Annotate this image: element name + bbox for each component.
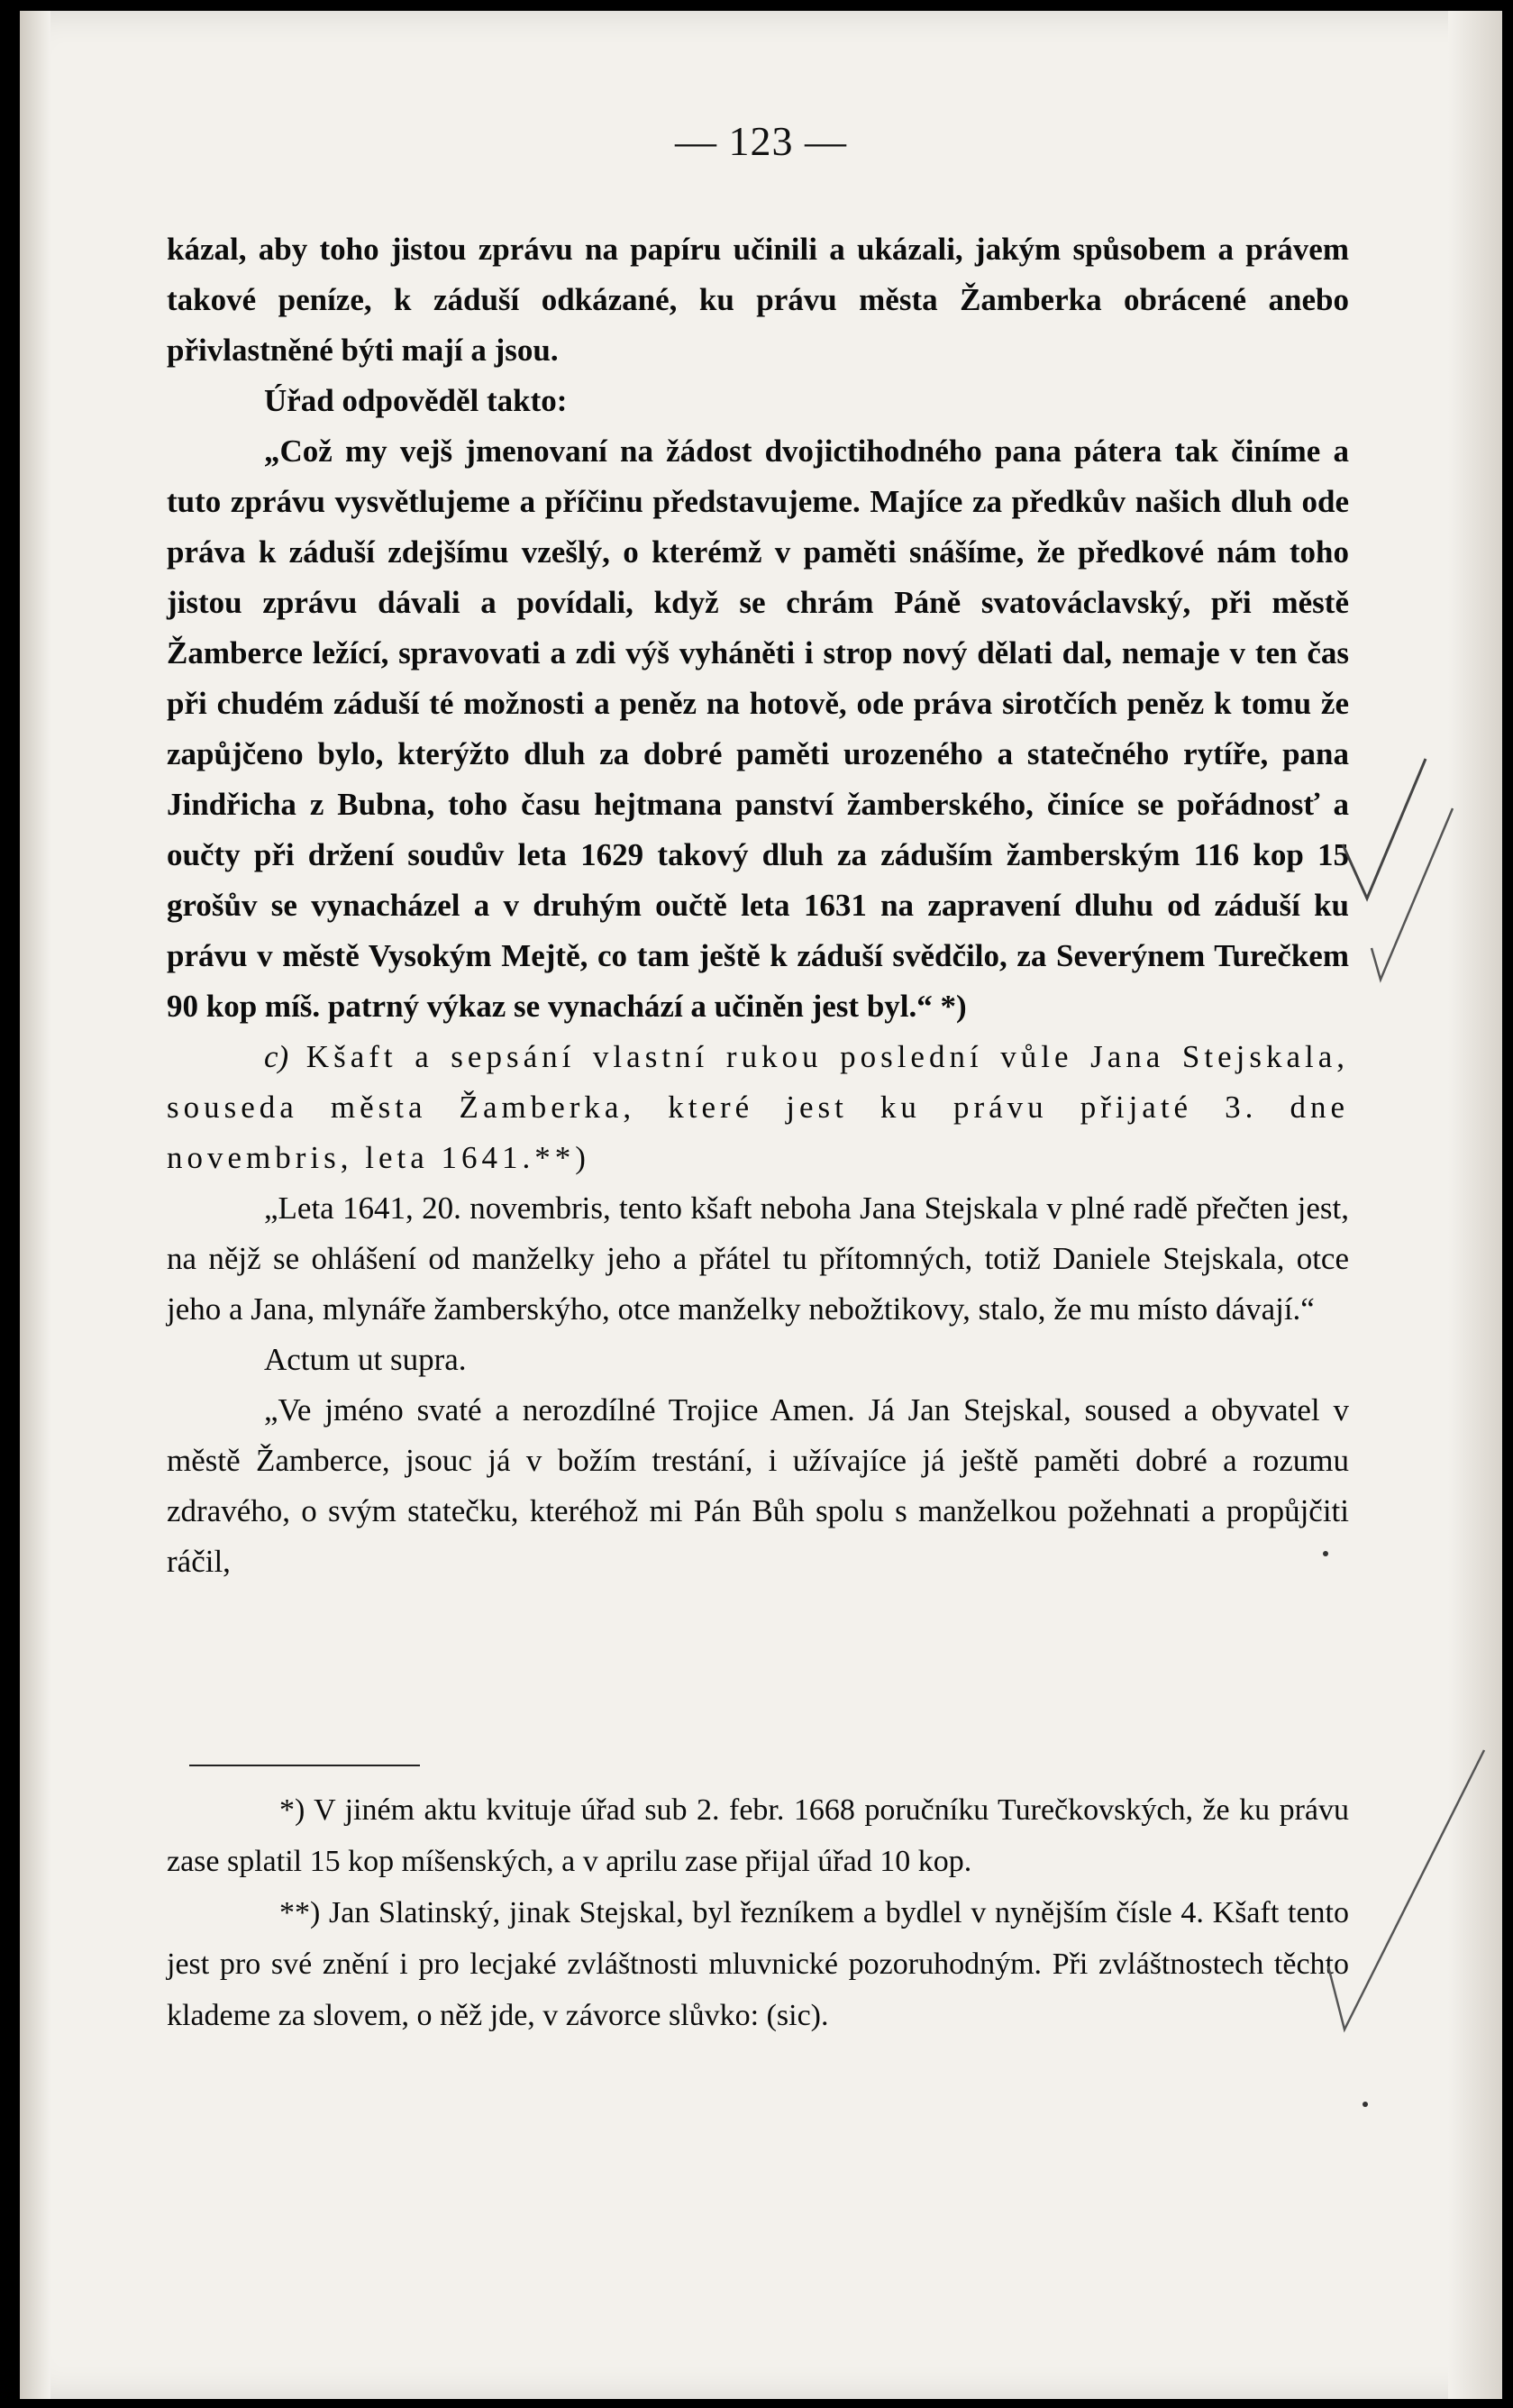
check-mark-right xyxy=(1372,808,1453,980)
footnote-1: *) V jiném aktu kvituje úřad sub 2. febr. 1668 poručníku Turečkovských, že ku právu zase splatil 15 kop míšenských, a v aprilu zase přijal úřad 10 kop. xyxy=(167,1793,1349,1878)
pencil-check-marks xyxy=(20,11,1502,2399)
scanned-page xyxy=(20,11,1502,2399)
paragraph-1: kázal, aby toho jistou zprávu na papíru učinili a ukázali, jakým spůsobem a právem takové peníze, k záduší odkázané, ku právu města Žamberka obrácené anebo přivlastněné býti mají a jsou. xyxy=(167,232,1349,368)
paragraph-2: Úřad odpověděl takto: xyxy=(264,383,568,418)
paragraph-6: Actum ut supra. xyxy=(264,1342,467,1377)
section-letter: c) xyxy=(264,1039,289,1074)
section-title: Kšaft a sepsání vlastní rukou poslední vůle Jana Stejskala, souseda města Žamberka, které jest ku právu přijaté 3. dne novembris, leta 1641.**) xyxy=(167,1039,1350,1175)
paragraph-7: „Ve jméno svaté a nerozdílné Trojice Amen. Já Jan Stejskal, soused a obyvatel v městě Žamberce, jsouc já v božím trestání, i užívajíce já ještě paměti dobré a rozumu zdravého, o svým statečku, kteréhož mi Pán Bůh spolu s manželkou požehnati a propůjčiti ráčil, xyxy=(167,1392,1349,1579)
footnote-2: **) Jan Slatinský, jinak Stejskal, byl řezníkem a bydlel v nynějším čísle 4. Kšaft tento jest pro své znění i pro lecjaké zvláštnosti mluvnické pozoruhodným. Při zvláštnostech těchto klademe za slovem, o něž jde, v závorce slůvko: (sic). xyxy=(167,1896,1349,2032)
paragraph-5: „Leta 1641, 20. novembris, tento kšaft neboha Jana Stejskala v plné radě přečten jest, na nějž se ohlášení od manželky jeho a přátel tu přítomných, totiž Daniele Stejskala, otce jeho a Jana, mlynáře žamberskýho, otce manželky nebožtikovy, stalo, že mu místo dávají.“ xyxy=(167,1190,1349,1327)
ink-dot xyxy=(1323,1551,1328,1556)
check-mark-lower xyxy=(1328,1750,1484,2029)
page-number: — 123 — xyxy=(675,118,847,164)
paragraph-3: „Což my vejš jmenovaní na žádost dvojictihodného pana pátera tak činíme a tuto zprávu vysvětlujeme a příčinu představujeme. Majíce za předkův našich dluh ode práva k záduší zdejšímu vzešlý, o kterémž v paměti snášíme, že předkové nám toho jistou zprávu dávali a povídali, když se chrám Páně svatováclavský, při městě Žamberce ležící, spravovati a zdi výš vyháněti i strop nový dělati dal, nemaje v ten čas při chudém záduší té možnosti a peněz na hotově, ode práva sirotčích peněz k tomu že zapůjčeno bylo, kterýžto dluh za dobré paměti urozeného a statečného rytíře, pana Jindřicha z Bubna, toho času hejtmana panství žamberského, činíce se pořádnosť a oučty při držení soudův leta 1629 takový dluh za záduším žamberským 116 kop 15 grošův se vynacházel a v druhým oučtě leta 1631 na zapravení dluhu od záduší ku právu v městě Vysokým Mejtě, co tam ještě k záduší svědčilo, za Severýnem Turečkem 90 kop míš. patrný výkaz se vynachází a učiněn jest byl.“ *) xyxy=(167,433,1349,1024)
ink-dot-2 xyxy=(1363,2102,1368,2107)
check-mark-upper xyxy=(1343,759,1426,898)
